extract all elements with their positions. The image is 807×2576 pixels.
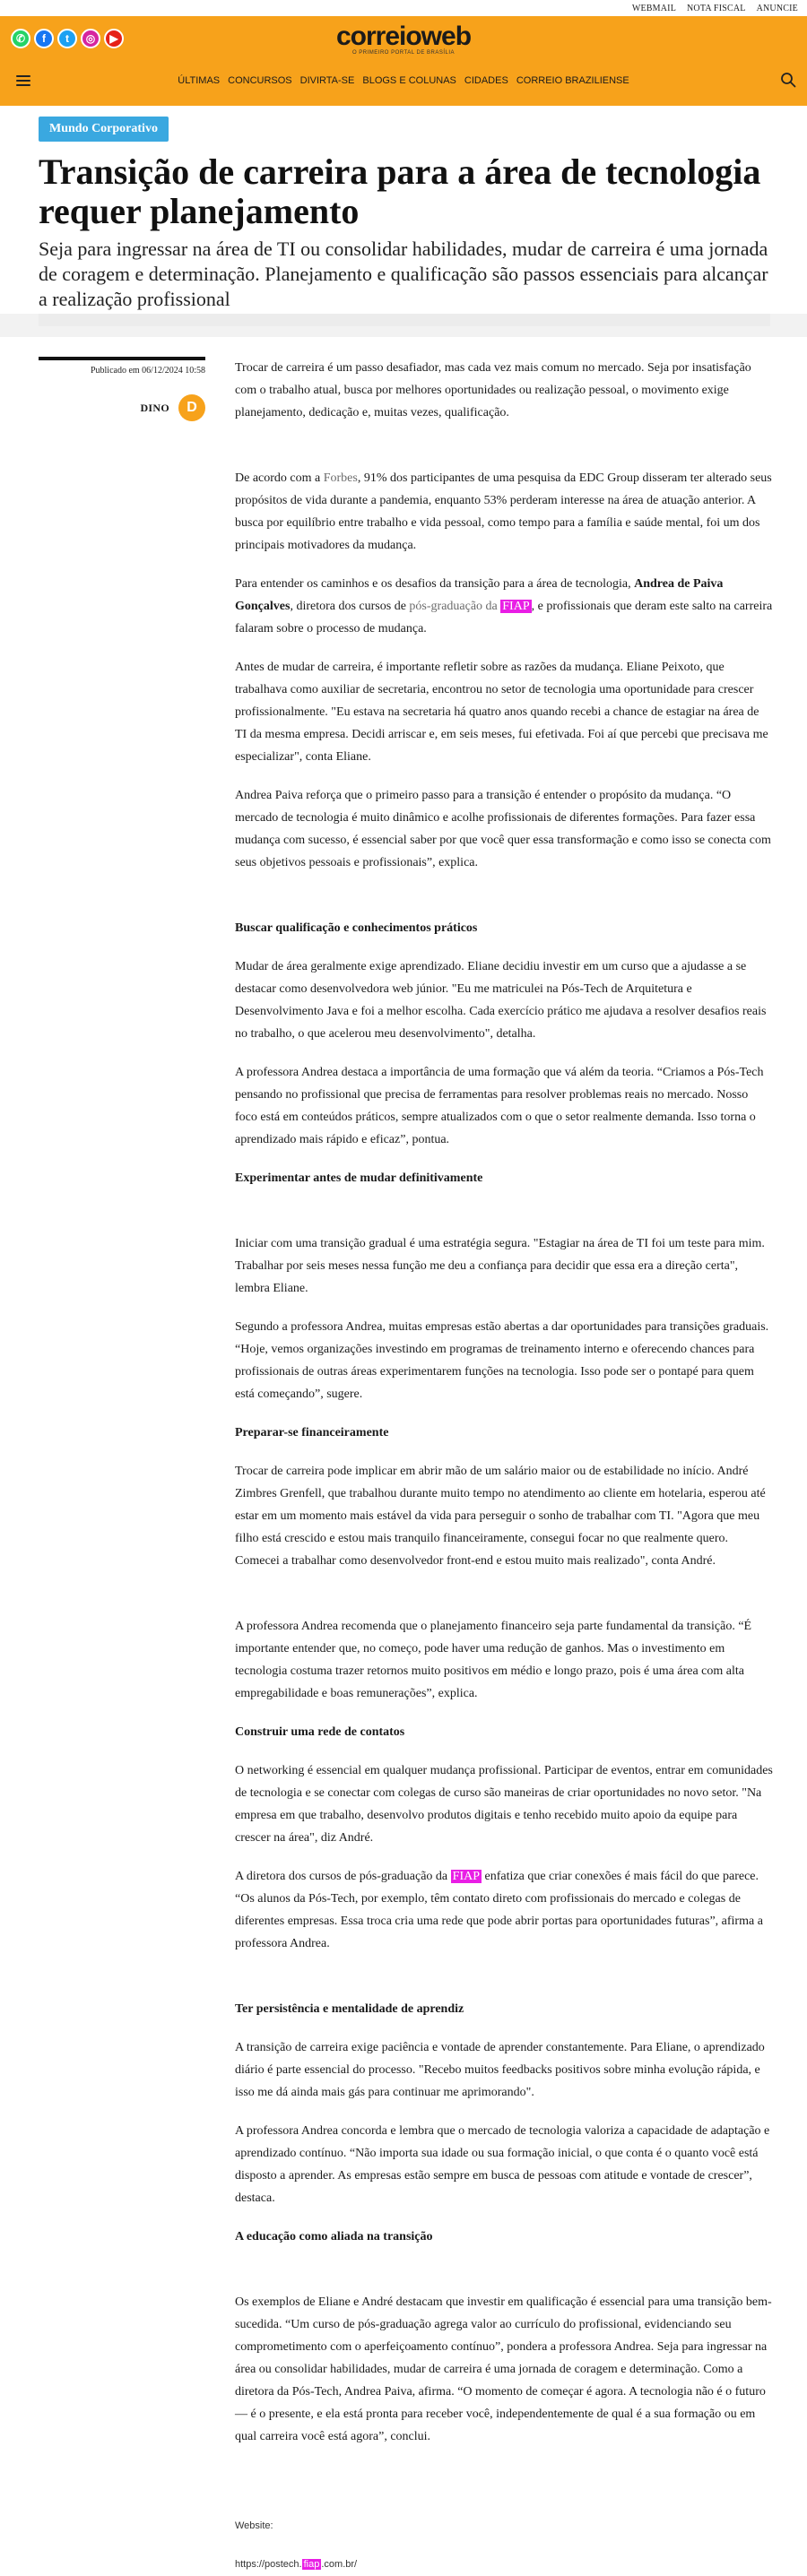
webmail-link[interactable]: WEBMAIL [631, 3, 677, 13]
fiap-highlight[interactable]: fiap [303, 2559, 320, 2570]
nav-item-concursos[interactable]: CONCURSOS [228, 75, 292, 86]
paragraph: Antes de mudar de carreira, é importante refletir sobre as razões da mudança. Eliane Peixoto, que trabalhava como auxiliar de secretaria, encontrou no setor de tecnologia uma oportunidade para crescer profissionalmente. "Eu estava na secretaria há quatro anos quando recebi a chance de estagiar na área de TI da mesma empresa. Decidi arriscar e, em seis meses, fui efetivada. Foi aí que percebi que precisava me especializar", conta Eliane. [235, 661, 768, 764]
section-heading: Ter persistência e mentalidade de aprendiz [235, 2002, 464, 2016]
paragraph: De acordo com a Forbes, 91% dos participantes de uma pesquisa da EDC Group disseram ter alterado seus propósitos de vida durante a pandemia, enquanto 53% perderam interesse na área de atuação anterior. A busca por equilíbrio entre trabalho e vida pessoal, como tempo para a família e saúde mental, foi um dos principais motivadores da mudança. [235, 471, 772, 552]
main-nav [0, 75, 807, 86]
article-body [235, 357, 773, 2576]
section-heading: A educação como aliada na transição [235, 2230, 433, 2243]
divider-card [39, 314, 770, 326]
section-heading: Preparar-se financeiramente [235, 1426, 389, 1439]
nav-item-correio-braziliense[interactable]: CORREIO BRAZILIENSE [516, 75, 629, 86]
author-avatar[interactable]: D [178, 394, 205, 421]
nav-item-divirta-se[interactable]: DIVIRTA-SE [299, 75, 355, 86]
twitter-icon[interactable]: t [57, 29, 77, 48]
logo-tagline: O PRIMEIRO PORTAL DE BRASÍLIA [351, 50, 456, 56]
paragraph: A professora Andrea concorda e lembra que o mercado de tecnologia valoriza a capacidade de adaptação e aprendizado contínuo. “Não importa sua idade ou sua formação inicial, o que conta é o quanto você está disposto a aprender. As empresas estão sempre em busca de pessoas com atitude e vontade de crescer”, destaca. [235, 2124, 770, 2205]
paragraph: Mudar de área geralmente exige aprendizado. Eliane decidiu investir em um curso que a ajudasse a se destacar como desenvolvedora web júnior. "Eu me matriculei na Pós-Tech de Arquitetura e Desenvolvimento Java e foi a melhor escolha. Cada exercício prático me ajudava a resolver desafios reais no trabalho, o que acelerou meu desenvolvimento", detalha. [235, 960, 767, 1041]
website-link[interactable]: https://postech. fiap .com.br/ [235, 2559, 358, 2570]
author-name[interactable]: DINO [140, 401, 169, 414]
published-date: Publicado em 06/12/2024 10:58 [90, 366, 205, 376]
nav-item-ultimas[interactable]: ÚLTIMAS [178, 75, 221, 86]
paragraph: Trocar de carreira pode implicar em abrir mão de um salário maior ou de estabilidade no início. André Zimbres Grenfell, que trabalhou durante muito tempo no atendimento ao cliente em hotelaria, esperou até estar em um momento mais estável da vida para perseguir o sonho de trabalhar com TI. "Agora que meu filho está crescido e estou mais tranquilo financeiramente, consegui focar no que realmente quero. Comecei a trabalhar como desenvolvedor front-end e estou muito mais realizado", conta André. [235, 1465, 766, 1568]
article-headline: Transição de carreira para a área de tecnologia requer planejamento [39, 151, 761, 231]
fiap-highlight[interactable]: FIAP [452, 1870, 481, 1883]
paragraph: Andrea Paiva reforça que o primeiro passo para a transição é entender o propósito da mudança. “O mercado de tecnologia é muito dinâmico e acolhe profissionais de diferentes formações. Para fazer essa mudança com sucesso, é essencial saber por que você quer essa transformação e como isso se conecta com seus objetivos pessoais e profissionais”, explica. [235, 789, 771, 869]
nota-fiscal-link[interactable]: NOTA FISCAL [687, 3, 746, 13]
whatsapp-icon[interactable]: ✆ [11, 29, 30, 48]
paragraph: Para entender os caminhos e os desafios da transição para a área de tecnologia, Andrea de Paiva Gonçalves, diretora dos cursos de pós-graduação da FIAP , e profissionais que deram este salto na carreira falaram sobre o processo de mudança. [235, 577, 773, 635]
paragraph: A professora Andrea recomenda que o planejamento financeiro seja parte fundamental da transição. “É importante entender que, no começo, pode haver uma redução de ganhos. Mas o investimento em tecnologia costuma trazer retornos muito positivos em médio e longo prazo, pois é uma área com alta empregabilidade e boas remunerações”, explica. [235, 1620, 752, 1700]
facebook-icon[interactable]: f [34, 29, 54, 48]
category-badge[interactable]: Mundo Corporativo [39, 117, 169, 142]
paragraph: Trocar de carreira é um passo desafiador, mas cada vez mais comum no mercado. Seja por insatisfação com o trabalho atual, busca por melhores oportunidades ou realização pessoal, o movimento exige planejamento, dedicação e, muitas vezes, qualificação. [235, 361, 751, 419]
youtube-icon[interactable]: ▶ [104, 29, 124, 48]
paragraph: A professora Andrea destaca a importância de uma formação que vá além da teoria. “Criamos a Pós-Tech pensando no profissional que precisa de ferramentas para resolver problemas reais no mercado. Nosso foco está em conteúdos práticos, sempre atualizados com o que o setor realmente demanda. Isso torna o aprendizado mais rápido e eficaz”, pontua. [235, 1066, 764, 1146]
paragraph: A transição de carreira exige paciência e vontade de aprender constantemente. Para Eliane, o aprendizado diário é parte essencial do processo. "Recebo muitos feedbacks positivos sobre minha evolução rápida, e isso me dá ainda mais gás para continuar me aprimorando". [235, 2041, 765, 2099]
anuncie-link[interactable]: ANUNCIE [756, 3, 798, 13]
paragraph: Segundo a professora Andrea, muitas empresas estão abertas a dar oportunidades para transições graduais. “Hoje, vemos organizações investindo em programas de treinamento interno e oferecendo chances para profissionais de outras áreas experimentarem funções na tecnologia. Isso pode ser o pontapé para quem está começando”, sugere. [235, 1320, 769, 1401]
meta-rule [39, 357, 205, 360]
author-block [39, 394, 205, 421]
paragraph: Iniciar com uma transição gradual é uma estratégia segura. "Estagiar na área de TI foi um teste para mim. Trabalhar por seis meses nessa função me deu a confiança para decidir que essa era a direção certa", lembra Eliane. [235, 1237, 765, 1295]
forbes-link[interactable]: Forbes [323, 471, 358, 485]
site-logo[interactable] [0, 23, 807, 56]
logo-name: correioweb [335, 22, 472, 51]
utility-bar [0, 0, 807, 16]
paragraph: O networking é essencial em qualquer mudança profissional. Participar de eventos, entrar em comunidades de tecnologia e se conectar com colegas de curso são maneiras de criar oportunidades no novo setor. "Na empresa em que trabalho, desenvolvo produtos digitais e tenho recebido muito apoio da equipe para crescer na área", diz André. [235, 1764, 773, 1845]
nav-item-blogs[interactable]: BLOGS E COLUNAS [362, 75, 456, 86]
paragraph: Os exemplos de Eliane e André destacam que investir em qualificação é essencial para uma transição bem-sucedida. “Um curso de pós-graduação agrega valor ao currículo do profissional, evidenciando seu comprometimento com o aperfeiçoamento contínuo”, pondera a professora Andrea. Seja para ingressar na área ou consolidar habilidades, mudar de carreira é uma jornada de coragem e determinação. Como a diretora da Pós-Tech, Andrea Paiva, afirma. “O momento de começar é agora. A tecnologia não é o futuro — é o presente, e ela está pronta para receber você, independentemente de qual é a sua formação ou em qual carreira você está agora”, conclui. [235, 2295, 772, 2443]
search-icon[interactable] [780, 72, 796, 88]
instagram-icon[interactable]: ◎ [81, 29, 100, 48]
nav-item-cidades[interactable]: CIDADES [464, 75, 508, 86]
section-heading: Buscar qualificação e conhecimentos práticos [235, 921, 478, 935]
article-subhead: Seja para ingressar na área de TI ou consolidar habilidades, mudar de carreira é uma jornada de coragem e determinação. Planejamento e qualificação são passos essenciais para alcançar a realização profissional [39, 238, 768, 310]
site-header [0, 16, 807, 106]
website-label: Website: [235, 2520, 273, 2531]
section-heading: Experimentar antes de mudar definitivamente [235, 1171, 483, 1185]
fiap-highlight[interactable]: FIAP [502, 600, 530, 613]
pos-graduacao-link[interactable]: pós-graduação da [409, 600, 498, 613]
paragraph: A diretora dos cursos de pós-graduação da FIAP enfatiza que criar conexões é mais fácil do que parece. “Os alunos da Pós-Tech, por exemplo, têm contato direto com profissionais do mercado e colegas de diferentes empresas. Essa troca cria uma rede que pode abrir portas para oportunidades futuras”, afirma a professora Andrea. [235, 1870, 763, 1950]
section-heading: Construir uma rede de contatos [235, 1725, 405, 1739]
